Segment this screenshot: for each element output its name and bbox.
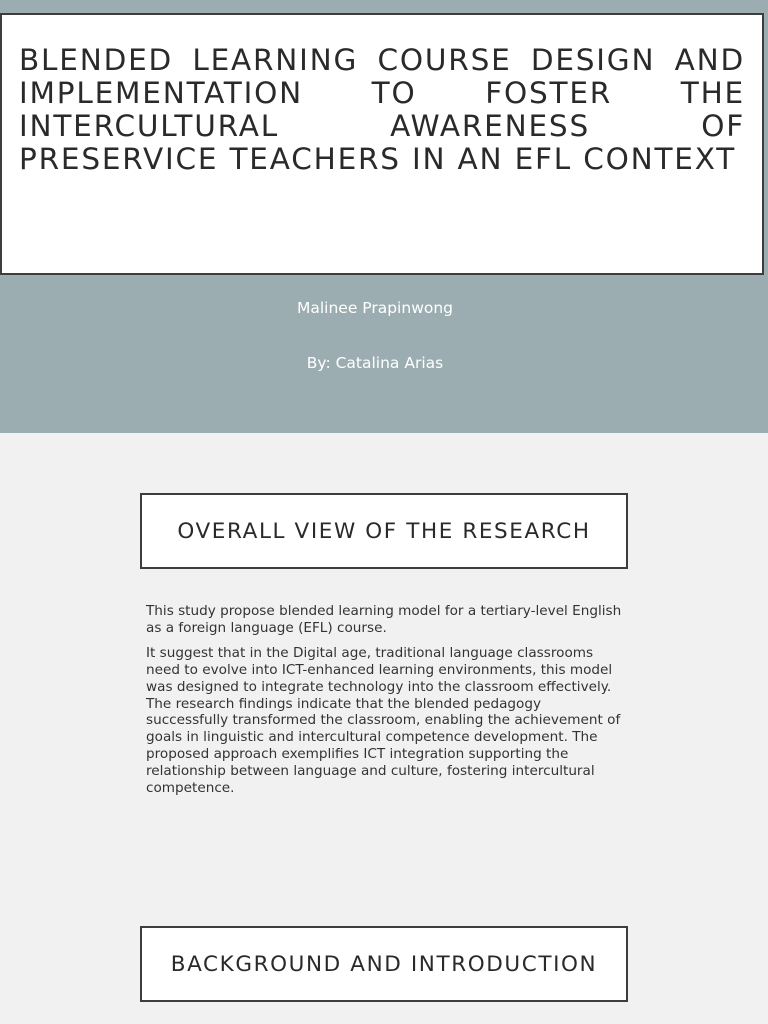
overall-view-paragraph-2: It suggest that in the Digital age, traditional language classrooms need to evolve into ICT-enhanced learning environments, this model was designed to integrate technology into the classroom effectively. The research findings indicate that the blended pedagogy successfully transformed the classroom, enabling the achievement of goals in linguistic and intercultural competence development. The proposed approach exemplifies ICT integration supporting the relationship between language and culture, fostering intercultural competence.: [146, 644, 621, 797]
section-heading-background: BACKGROUND AND INTRODUCTION: [170, 951, 598, 977]
title-banner: [0, 0, 768, 433]
overall-view-body: [146, 603, 622, 805]
overall-view-paragraph-1: This study propose blended learning model for a tertiary-level English as a foreign language (EFL) course.: [146, 603, 622, 636]
author-name: Malinee Prapinwong: [296, 299, 454, 317]
title-box: [0, 13, 764, 275]
section-heading-box-overall-view: [140, 493, 628, 569]
presenter-name: By: Catalina Arias: [306, 354, 444, 372]
section-heading-overall-view: OVERALL VIEW OF THE RESEARCH: [177, 518, 591, 544]
document-title: BLENDED LEARNING COURSE DESIGN AND IMPLEMENTATION TO FOSTER THE INTERCULTURAL AWARENESS OF PRESERVICE TEACHERS IN AN EFL CONTEXT: [19, 43, 745, 176]
section-heading-box-background: [140, 926, 628, 1002]
